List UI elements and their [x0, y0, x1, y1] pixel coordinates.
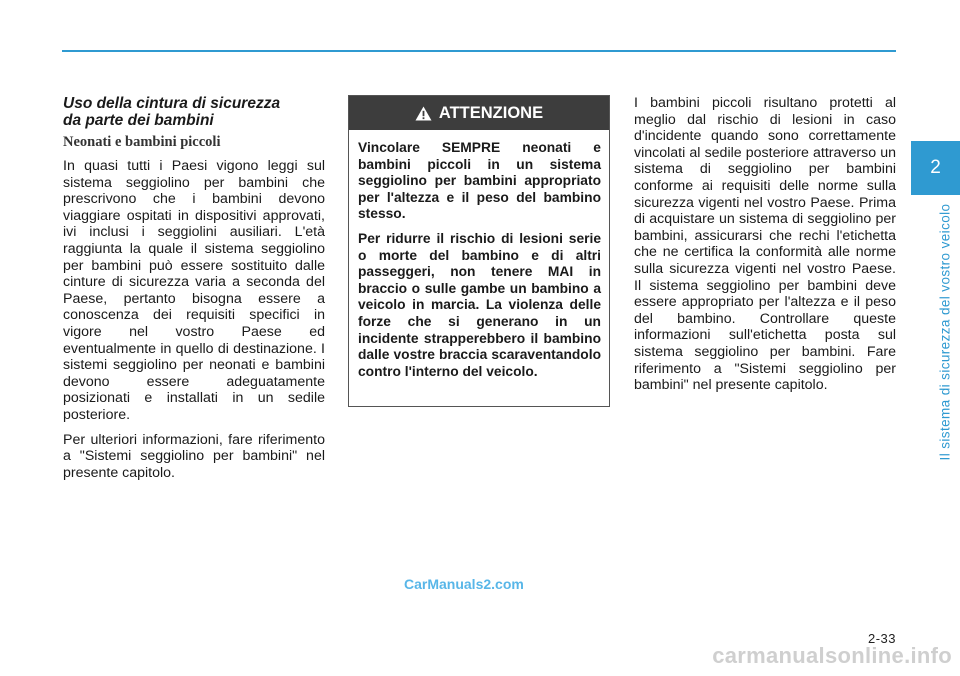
chapter-title-vertical: [935, 197, 955, 467]
page-number: 2-33: [867, 631, 896, 646]
warning-triangle-icon: [415, 106, 432, 121]
chapter-title: Il sistema di sicurezza del vostro veicolo: [937, 203, 953, 461]
warning-header: [349, 96, 609, 130]
chapter-number: 2: [930, 157, 941, 178]
warning-title: ATTENZIONE: [438, 103, 544, 122]
warning-paragraph-1: Vincolare SEMPRE neonati e bambini piccoli in un sistema seggiolino per bambini appropriato per l'altezza e il peso del bambino stesso.: [358, 140, 601, 222]
section-heading: Uso della cintura di sicurezza da parte dei bambini: [63, 95, 281, 129]
top-rule: [62, 50, 896, 52]
left-paragraph-2: Per ulteriori informazioni, fare riferimento a "Sistemi seggiolino per bambini" nel presente capitolo.: [63, 431, 325, 481]
warning-paragraph-2: Per ridurre il rischio di lesioni serie o morte del bambino e di altri passeggeri, non tenere MAI in braccio o sulle gambe un bambino a veicolo in marcia. La violenza delle forze che si generano in un incidente strapperebbero il bambino dalle vostre braccia scaraventandolo contro l'interno del veicolo.: [358, 230, 601, 379]
right-column: [634, 95, 896, 402]
chapter-tab: [911, 141, 960, 195]
footer-watermark: carmanualsonline.info: [712, 643, 952, 668]
watermark-link[interactable]: CarManuals2.com: [404, 576, 524, 592]
right-paragraph-1: I bambini piccoli risultano protetti al meglio dal rischio di lesioni in caso d'incidente quando sono correttamente vincolati al sedile posteriore attraverso un sistema di seggiolino per bambini conforme ai requisiti delle norme sulla sicurezza vigenti nel vostro Paese. Prima di acquistare un sistema di seggiolino per bambini, assicurarsi che rechi l'etichetta che ne certifica la conformità alle norme sulla sicurezza vigenti nel vostro Paese. Il sistema seggiolino per bambini deve essere appropriato per l'altezza e il peso del bambino. Controllare queste informazioni sull'etichetta posta sul sistema seggiolino per bambini. Fare riferimento a "Sistemi seggiolino per bambini" nel presente capitolo.: [634, 95, 896, 394]
warning-body: [349, 130, 609, 380]
left-paragraph-1: In quasi tutti i Paesi vigono leggi sul sistema seggiolino per bambini che prescrivono che i bambini devono viaggiare ospitati in dispositivi approvati, ivi inclusi i seggiolini ausiliari. L'età raggiunta la quale il sistema seggiolino per bambini può essere sostituito dalle cinture di sicurezza varia a seconda del Paese, pertanto bisogna essere a conoscenza dei requisiti specifici in vigore nel vostro Paese ed eventualmente in quello di destinazione. I sistemi seggiolino per neonati e bambini devono essere adeguatamente posizionati e installati in un sedile posteriore.: [63, 158, 325, 423]
subheading: Neonati e bambini piccoli: [63, 134, 221, 150]
left-column: [63, 95, 325, 489]
warning-box: [348, 95, 610, 407]
